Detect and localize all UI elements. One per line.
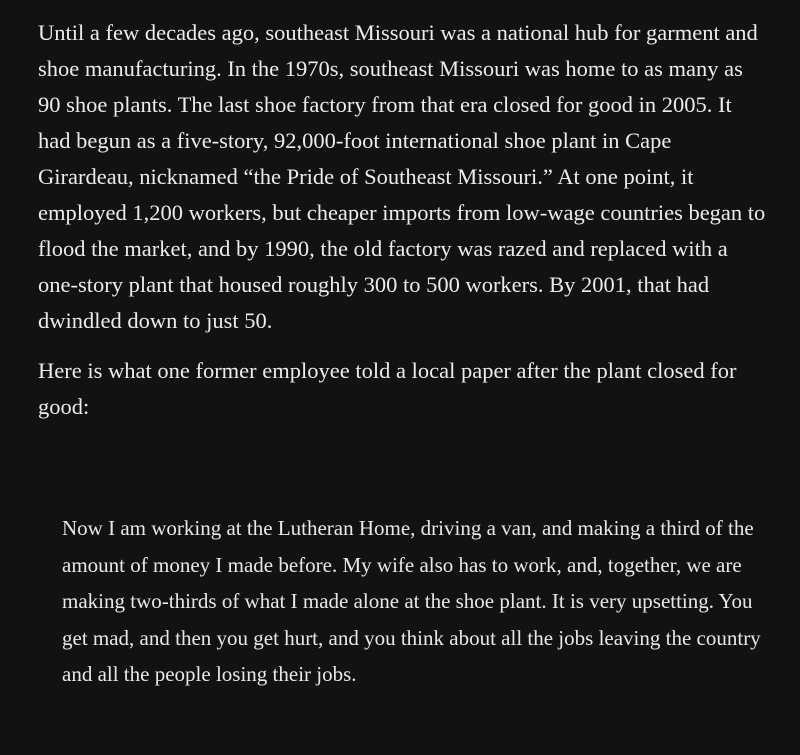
article-paragraph-2: Here is what one former employee told a local paper after the plant closed for good: xyxy=(38,358,737,419)
blockquote xyxy=(62,510,762,693)
article-body xyxy=(38,15,768,425)
article-paragraph-1: Until a few decades ago, southeast Missouri was a national hub for garment and shoe manufacturing. In the 1970s, southeast Missouri was home to as many as 90 shoe plants. The last shoe factory from that era closed for good in 2005. It had begun as a five-story, 92,000-foot international shoe plant in Cape Girardeau, nicknamed “the Pride of Southeast Missouri.” At one point, it employed 1,200 workers, but cheaper imports from low-wage countries began to flood the market, and by 1990, the old factory was razed and replaced with a one-story plant that housed roughly 300 to 500 workers. By 2001, that had dwindled down to just 50. xyxy=(38,20,766,333)
blockquote-text: Now I am working at the Lutheran Home, driving a van, and making a third of the amount of money I made before. My wife also has to work, and, together, we are making two-thirds of what I made alone at the shoe plant. It is very upsetting. You get mad, and then you get hurt, and you think about all the jobs leaving the country and all the people losing their jobs. xyxy=(62,516,761,686)
